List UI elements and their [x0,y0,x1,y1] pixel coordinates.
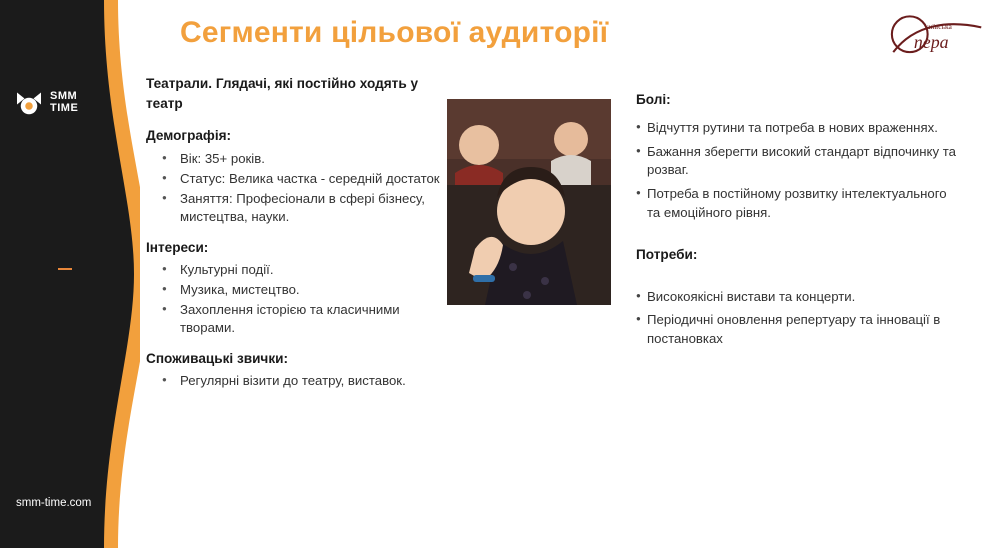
list-item: ● Відчуття рутини та потреба в нових враженнях. [636,119,956,138]
section-interests [146,239,446,337]
list-item: ● Музика, мистецтво. [146,281,446,299]
section-heading: Демографія: [146,128,232,144]
kyiv-opera-logo-icon [874,8,984,66]
list-item: ● Культурні події. [146,261,446,279]
list-item: ● Потреба в постійному розвитку інтелектуального та емоційного рівня. [636,185,956,222]
pains-list [636,119,956,223]
decorative-dash [58,268,72,270]
left-content-column [146,74,446,403]
audience-photo [447,99,611,305]
smm-time-logo [14,88,110,118]
page-title: Сегменти цільової аудиторії [180,16,609,49]
logo-line-1: SMM [50,90,78,103]
section-heading-pains: Болі: [636,92,671,107]
section-heading-needs: Потреби: [636,246,698,262]
list-item: ● Заняття: Професіонали в сфері бізнесу, мистецтва, науки. [146,190,446,226]
spacer [636,274,956,288]
list-item: ● Статус: Велика частка - середній достаток [146,170,446,188]
smm-logo-text [50,91,78,114]
section-list [146,150,446,226]
right-content-column [636,92,956,373]
section-list [146,261,446,337]
needs-list [636,288,956,349]
smm-logo-icon [14,88,44,118]
svg-text:пера: пера [913,32,949,52]
list-item: ● Бажання зберегти високий стандарт відпочинку та розваг. [636,143,956,180]
logo-line-2: TIME [50,102,79,114]
list-item: ● Захоплення історією та класичними творами. [146,301,446,337]
section-heading: Інтереси: [146,239,209,255]
section-consumer-habits [146,350,446,390]
footer-site-url: smm-time.com [16,497,92,509]
segment-lead-text: Театрали. Глядачі, які постійно ходять у театр [146,76,419,111]
section-demography [146,127,446,225]
audience-photo-illustration [447,99,611,305]
list-item: ● Вік: 35+ років. [146,150,446,168]
left-decor-panel [0,0,140,548]
section-heading: Споживацькі звички: [146,350,289,366]
svg-text:київська: київська [924,21,952,31]
list-item: ● Регулярні візити до театру, виставок. [146,372,446,390]
list-item: ● Високоякісні вистави та концерти. [636,288,956,307]
list-item: ● Періодичні оновлення репертуару та інновації в постановках [636,311,956,348]
black-panel-shape [0,0,140,548]
section-list [146,372,446,390]
